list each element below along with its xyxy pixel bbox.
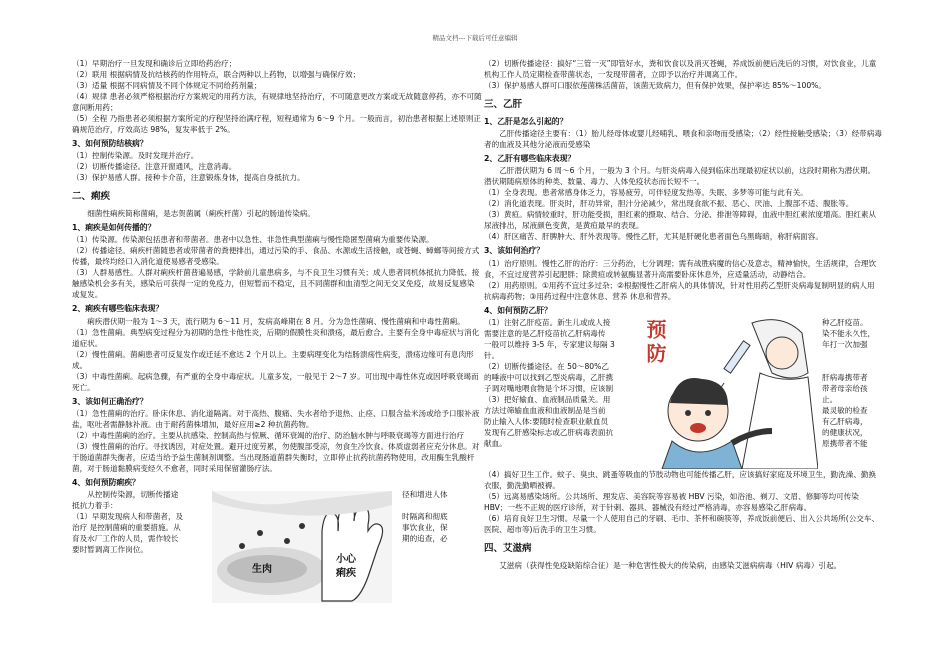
dys-prev-2: （2）切断传播途径：搞好“三管一灭”即管好水，粪和饮食以及消灭苍蝇，养成饭前便后洗后的习惯，对饮食业，儿童机构工作人员定期检查带菌状态，一发现带菌者，立即予以治疗并调离工作。 <box>484 59 877 79</box>
dys-prev-intro-b: 径和增进人体 <box>402 490 448 500</box>
hepb-cause-heading: 1、乙肝是怎么引起的？ <box>484 116 568 126</box>
hepb-prev-l2: 需要注意的是乙肝疫苗抗乙肝病毒传 <box>484 328 606 338</box>
page-header: 精品文档---下载后可任意编辑 <box>432 34 518 42</box>
dys-prev-1-right2: 事饮食业，保 <box>402 523 448 533</box>
dys-sym-3: （3）中毒性菌痢。起病急骤，有严重的全身中毒症状。儿童多发，一般见于 2～7 岁。可出现中毒性休克或因呼吸衰竭而死亡。 <box>72 371 479 392</box>
dys-treat-3: （3）慢性菌痢的治疗。寻找诱因，对症处置。避开过度劳累，勿使腹部受凉，勿食生冷饮食。体质虚弱者应充分休息。对于肠道菌群失衡者，应适当给予益生菌制剂调整。当出现肠道菌群失衡时，立即停止抗药抗菌药物使用，改用酶生乳酸杆菌，对于肠道黏膜病变经久不愈者，同时采用保留灌肠疗法。 <box>72 441 480 473</box>
hepb-prev-r1: 种乙肝疫苗。 <box>822 317 868 327</box>
dys-trans-3: （3）人群易感性。人群对痢疾杆菌普遍易感，学龄前儿童患病多，与不良卫生习惯有关；成人患者同机体抵抗力降低、接触感染机会多有关，感染后可获得一定的免疫力，但短暂而不稳定，且不同菌群和血清型之间无交叉免疫，故易反复感染或复发。 <box>72 268 480 300</box>
hepb-prev-l11: 发现有乙肝感染标志或乙肝病毒表面抗 <box>484 427 614 437</box>
dys-sym-1: （1）急性菌痢。典型病变过程分为初期的急性卡他性炎，后期的假膜性炎和溃疡，最后愈合。主要有全身中毒症状与消化道症状。 <box>72 327 480 348</box>
dysentery-label: 痢疾 <box>336 568 356 580</box>
tb-treat-2: （2）联用 根据病情及抗结核药的作用特点，联合两种以上药物，以增强与确保疗效； <box>72 70 361 79</box>
aids-intro: 艾滋病（获得性免疫缺陷综合征）是一种危害性极大的传染病，由感染艾滋病病毒（HIV 病毒）引起。 <box>499 560 842 570</box>
aids-heading: 四、艾滋病 <box>484 542 532 554</box>
tb-prevention-heading: 3、如何预防结核病？ <box>72 139 148 148</box>
tb-prevent-2: （2）切断传播途径。注意开窗通风，注意消毒。 <box>72 162 237 172</box>
vaccination-illustration <box>632 313 818 469</box>
dysentery-treatment-heading: 3、该如何正确治疗？ <box>72 396 148 406</box>
dysentery-heading: 二、痢疾 <box>72 191 111 203</box>
hepb-prev-l12: 献血。 <box>484 438 507 448</box>
dysentery-prevention-heading: 4、如何预防痢疾？ <box>72 477 140 487</box>
hepb-prevention-wrap <box>484 317 882 469</box>
tb-treat-5: （5）全程 乃指患者必须根据方案所定的疗程坚持治满疗程，短程通常为 6～9 个月。一般而言，初治患者根据上述原则正确规范治疗，疗效高达 98%，复发率低于 2%。 <box>72 114 482 134</box>
dys-sym-2: （2）慢性菌痢。菌痢患者可反复发作或迁延不愈达 2 个月以上。主要病理变化为结肠溃疡性病变，溃疡边缘可有息肉形成。 <box>72 349 474 370</box>
dys-prev-3: （3）保护易感人群可口服依莲菌株活菌苗，该菌无致病力，但有保护效果，保护率达 85%～100%。 <box>484 81 826 90</box>
tb-treat-3: （3）适量 根据不同病情及不同个体规定不同给药剂量； <box>72 81 262 90</box>
hepb-incubation: 乙肝潜伏期为 6 周～6 个月，一般为 3 个月。与肝炎病毒入侵到临床出现最初症状以前，这段时期称为潜伏期。潜伏期随病原体的种类、数量、毒力、人体免疫状态而长短不一。 <box>484 166 876 187</box>
hand-stop-icon <box>212 491 392 603</box>
dys-treat-1: （1）急性菌痢的治疗。卧床休息、消化道隔离。对于高热、腹痛、失水者给予退热、止痉、口服含盐米汤或给予口服补液盐，呕吐者需静脉补液。由于耐药菌株增加，最好应用≥2 种抗菌药物。 <box>72 408 480 429</box>
hepb-sym-4: （4）肝区痛苦、肝脾肿大、肝外表现等。慢性乙肝，尤其是肝硬化患者面色乌黑晦暗，称肝病面容。 <box>484 232 823 242</box>
hepb-prevention-heading: 4、如何预防乙肝？ <box>484 305 552 315</box>
dys-trans-1: （1）传染源。传染源包括患者和带菌者。患者中以急性、非急性典型菌痢与慢性隐匿型菌痢为重要传染源。 <box>72 235 434 245</box>
hepb-sym-3: （3）黄疸。病情较重时，肝功能受损，胆红素的摄取、结合、分泌、排泄等障碍，血液中胆红素浓度增高。胆红素从尿液排出，尿液颜色变黄，是黄疸最早的表现。 <box>484 210 877 231</box>
tb-treat-1: （1）早期治疗一旦发现和确诊后立即给药治疗； <box>72 59 237 68</box>
hepb-prev-r3: 年打一次加强 <box>822 339 868 349</box>
hepb-treat-2: （2）用药原则。①用药不宜过多过杂；②根据慢性乙肝病人的具体情况，针对性用药乙型肝炎病毒复制明显的病人用抗病毒药物；③用药过程中注意休息、营养 休息和营养。 <box>484 280 875 301</box>
prevention-label: 预防 <box>643 318 667 367</box>
hepb-prev-6: （6）培育良好卫生习惯。尽量一个人使用自己的牙刷、毛巾、茶杯和碗筷等，养成饭前便后、出入公共场所(公交车、医院、超市等)后洗手的卫生习惯。 <box>484 513 880 534</box>
dys-prev-intro-c: 抵抗力着手： <box>72 501 118 511</box>
dysentery-intro: 细菌性痢疾简称菌痢，是志贺菌属（痢疾杆菌）引起的肠道传染病。 <box>87 209 315 219</box>
hepb-prev-l7: 子调对嘴地喂食物是个坏习惯，应该制 <box>484 383 614 393</box>
caution-label: 小心 <box>336 554 356 566</box>
dys-prev-1-line4: 要时暂调离工作岗位。 <box>72 545 148 555</box>
dys-treat-2: （2）中毒性菌痢的治疗。主要从抗感染、控制高热与惊厥、循环衰竭的治疗、防治脑水肿与呼吸衰竭等方面进行治疗 <box>72 430 465 440</box>
dys-prev-1-line1: （1）早期发现病人和带菌者，及 <box>72 512 184 522</box>
dys-prev-1-right3: 期的追查，必 <box>402 534 448 544</box>
hepb-prev-r10: 原携带者不能 <box>822 438 868 448</box>
hepb-prev-r2: 染不能永久性， <box>822 328 876 338</box>
hepb-prev-4: （4）搞好卫生工作。蚊子、臭虫、跳蚤等吸血的节肢动物也可能传播乙肝，应该搞好家庭及环境卫生，勤洗澡、勤换衣服，勤洗勤晒被褥。 <box>484 469 877 490</box>
dys-prev-1-right1: 时隔离和彻底 <box>402 512 448 522</box>
dys-prev-1-line3: 育及水厂工作的人员，需作较长 <box>72 534 179 544</box>
tb-prevent-3: （3）保护易感人群。接种卡介苗，注意锻炼身体，提高自身抵抗力。 <box>72 173 305 183</box>
hepb-prev-l4: 针。 <box>484 350 500 360</box>
hepb-sym-2: （2）消化道表现。肝炎时，肝功异常，胆汁分泌减少，常出现食欲不振、恶心、厌油、上腹部不适、腹胀等。 <box>484 199 854 209</box>
hepb-treat-1: （1）治疗原则。慢性乙肝的治疗：三分药治，七分调理；需有战胜病魔的信心及意志，精神愉快，生活规律，合理饮食，不宜过度营养引起肥胖；除黄疸或转氨酶显著升高需要卧床休息外，应适量活动，动静结合。 <box>484 258 877 279</box>
hepb-prev-r5: 带者母亲给孩 <box>822 383 868 393</box>
hepatitis-b-heading: 三、乙肝 <box>484 99 523 110</box>
hepb-prev-5: （5）远离易感染场所。公共场所、理发店、美容院等容易被 HBV 污染，如浴池、剃刀、文眉、修脚等均可传染 HBV；一些不正规的医疗诊所，对于针刺、器具、器械没有经过严格消毒，亦容易感染乙肝病毒。 <box>484 491 859 512</box>
left-column <box>72 58 482 607</box>
dys-prev-intro-a: 从控制传染源，切断传播途 <box>87 490 179 500</box>
hepb-prev-r6: 止。 <box>822 394 838 404</box>
hepb-prev-l1: （1）注射乙肝疫苗。新生儿或成人接 <box>484 317 611 327</box>
hepb-symptoms-heading: 2、乙肝有哪些临床表现？ <box>484 154 576 164</box>
dys-sym-intro: 痢疾潜伏期一般为 1～3 天，流行期为 6～11 月，发病高峰期在 8 月。分为急性菌痢、慢性菌痢和中毒性菌痢。 <box>87 316 465 326</box>
right-column <box>484 58 882 571</box>
dys-prev-1-line2: 治疗 是控制菌痢的重要措施。从 <box>72 523 181 533</box>
hepb-prev-l5: （2）切断传播途径。在 50～80%乙 <box>484 361 609 371</box>
tb-treat-4: （4）规律 患者必须严格根据治疗方案规定的用药方法，有规律地坚持治疗，不可随意更改方案或无故随意停药，亦不可随意间断用药； <box>72 92 482 112</box>
hepb-prev-l9: 方法过筛输血血液和血液制品是当前 <box>484 405 606 415</box>
hepb-prev-l8: （3）把好输血、血液制品质量关。用 <box>484 394 611 404</box>
hepb-cause: 乙肝传播途径主要有：（1）胎儿经母体或婴儿经哺乳、喂食和亲吻而受感染；（2）经性接触受感染；（3）经带病毒者的血液及其他分泌液而受感染 <box>484 129 882 150</box>
dys-trans-2: （2）传播途径。痢疾杆菌随患者或带菌者的粪便排出，通过污染的手、食品、水源或生活接触，或苍蝇、蟑螂等间接方式传播，最终均经口入消化道使易感者受感染。 <box>72 246 480 267</box>
hepb-prev-l3: 一般可以维持 3-5 年，专家建议每隔 3 <box>484 339 615 349</box>
raw-meat-label: 生肉 <box>252 564 272 576</box>
tb-prevent-1: （1）控制传染源。及时发现并治疗。 <box>72 151 199 161</box>
hepb-prev-l6: 的唾液中可以找到乙型炎病毒，乙肝携 <box>484 372 614 382</box>
hepb-prev-r4: 肝病毒携带者 <box>822 372 868 382</box>
dysentery-symptoms-heading: 2、痢疾有哪些临床表现？ <box>72 304 164 314</box>
hepb-sym-1: （1）全身表现。患者常感身体乏力，容易疲劳，可伴轻度发热等。失眠、多梦等可能与此有关。 <box>484 188 808 198</box>
hepb-prev-r9: 的健康状况， <box>822 427 868 437</box>
dysentery-transmission-heading: 1、痢疾是如何传播的？ <box>72 223 156 233</box>
hepb-prev-l10: 防止输入人体:要随时检查职业献血员 <box>484 416 609 426</box>
hepb-prev-r8: 有乙肝病毒， <box>822 416 868 426</box>
dysentery-prevention-wrap <box>72 489 482 607</box>
hepb-prev-r7: 最灵敏的检查 <box>822 405 868 415</box>
hepb-treatment-heading: 3、该如何治疗？ <box>484 246 545 256</box>
dysentery-warning-illustration <box>212 491 392 603</box>
